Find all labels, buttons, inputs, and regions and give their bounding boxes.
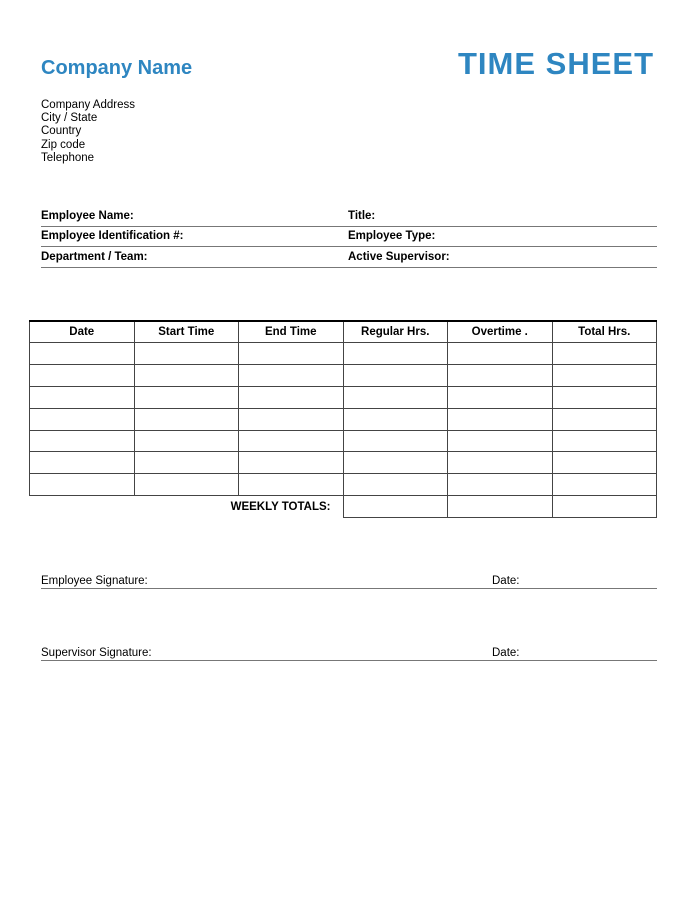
- department-team-label[interactable]: Department / Team:: [41, 250, 148, 263]
- table-cell[interactable]: [552, 452, 657, 474]
- weekly-total-overtime-cell[interactable]: [448, 496, 553, 518]
- table-cell[interactable]: [134, 343, 239, 365]
- employee-type-label[interactable]: Employee Type:: [348, 230, 436, 243]
- table-cell[interactable]: [343, 364, 448, 386]
- table-cell[interactable]: [134, 430, 239, 452]
- zip-code-line: Zip code: [41, 138, 86, 151]
- supervisor-date-label: Date:: [492, 647, 520, 659]
- table-cell[interactable]: [134, 452, 239, 474]
- document-title: TIME SHEET: [457, 46, 654, 81]
- employee-id-label[interactable]: Employee Identification #:: [41, 230, 184, 243]
- table-cell[interactable]: [448, 408, 553, 430]
- company-address-block: [41, 99, 135, 165]
- employee-date-label: Date:: [492, 575, 520, 587]
- table-cell[interactable]: [343, 474, 448, 496]
- header-overtime: Overtime .: [448, 321, 553, 343]
- table-cell[interactable]: [30, 474, 135, 496]
- hours-table: [29, 320, 657, 518]
- table-cell[interactable]: [552, 430, 657, 452]
- address-line: Company Address: [41, 99, 135, 111]
- country-line: Country: [41, 125, 82, 138]
- table-header-row: [30, 321, 657, 343]
- table-cell[interactable]: [552, 386, 657, 408]
- header-end-time: End Time: [239, 321, 344, 343]
- table-row: [30, 474, 657, 496]
- table-cell[interactable]: [239, 430, 344, 452]
- table-cell[interactable]: [448, 452, 553, 474]
- supervisor-signature-label: Supervisor Signature:: [41, 647, 152, 659]
- table-cell[interactable]: [239, 343, 344, 365]
- weekly-totals-label: WEEKLY TOTALS:: [230, 500, 331, 513]
- employee-name-label[interactable]: Employee Name:: [41, 209, 134, 222]
- table-row: [30, 430, 657, 452]
- header-date: Date: [30, 321, 135, 343]
- table-cell[interactable]: [30, 364, 135, 386]
- table-cell[interactable]: [239, 408, 344, 430]
- header-total-hrs: Total Hrs.: [552, 321, 657, 343]
- table-cell[interactable]: [343, 430, 448, 452]
- weekly-total-regular-cell[interactable]: [343, 496, 448, 518]
- table-cell[interactable]: [30, 430, 135, 452]
- table-cell[interactable]: [134, 408, 239, 430]
- table-cell[interactable]: [448, 343, 553, 365]
- table-cell[interactable]: [343, 408, 448, 430]
- table-cell[interactable]: [30, 343, 135, 365]
- table-cell[interactable]: [239, 474, 344, 496]
- weekly-totals-row: [30, 496, 657, 518]
- table-cell[interactable]: [552, 343, 657, 365]
- table-cell[interactable]: [239, 364, 344, 386]
- header-regular-hrs: Regular Hrs.: [343, 321, 448, 343]
- city-state-line: City / State: [41, 112, 98, 125]
- table-cell[interactable]: [239, 452, 344, 474]
- table-row: [30, 386, 657, 408]
- title-label[interactable]: Title:: [348, 209, 376, 222]
- table-cell[interactable]: [134, 364, 239, 386]
- table-cell[interactable]: [134, 474, 239, 496]
- employee-signature-label: Employee Signature:: [41, 575, 148, 587]
- telephone-line: Telephone: [41, 151, 95, 164]
- table-cell[interactable]: [448, 430, 553, 452]
- employee-signature-line[interactable]: [41, 572, 657, 589]
- table-cell[interactable]: [239, 386, 344, 408]
- info-row: [41, 227, 657, 248]
- employee-info-section: [41, 206, 657, 268]
- info-row: [41, 206, 657, 227]
- table-row: [30, 364, 657, 386]
- table-cell[interactable]: [343, 386, 448, 408]
- table-cell[interactable]: [343, 343, 448, 365]
- table-cell[interactable]: [30, 386, 135, 408]
- table-cell[interactable]: [30, 408, 135, 430]
- table-cell[interactable]: [552, 408, 657, 430]
- table-row: [30, 452, 657, 474]
- active-supervisor-label[interactable]: Active Supervisor:: [348, 250, 450, 263]
- table-cell[interactable]: [343, 452, 448, 474]
- company-name: Company Name: [41, 57, 193, 79]
- supervisor-signature-line[interactable]: [41, 644, 657, 661]
- table-cell[interactable]: [552, 364, 657, 386]
- table-cell[interactable]: [134, 386, 239, 408]
- table-cell[interactable]: [552, 474, 657, 496]
- weekly-total-hours-cell[interactable]: [552, 496, 657, 518]
- info-row: [41, 247, 657, 268]
- table-cell[interactable]: [30, 452, 135, 474]
- table-cell[interactable]: [448, 474, 553, 496]
- table-cell[interactable]: [448, 364, 553, 386]
- table-row: [30, 408, 657, 430]
- table-row: [30, 343, 657, 365]
- table-cell[interactable]: [448, 386, 553, 408]
- header-start-time: Start Time: [134, 321, 239, 343]
